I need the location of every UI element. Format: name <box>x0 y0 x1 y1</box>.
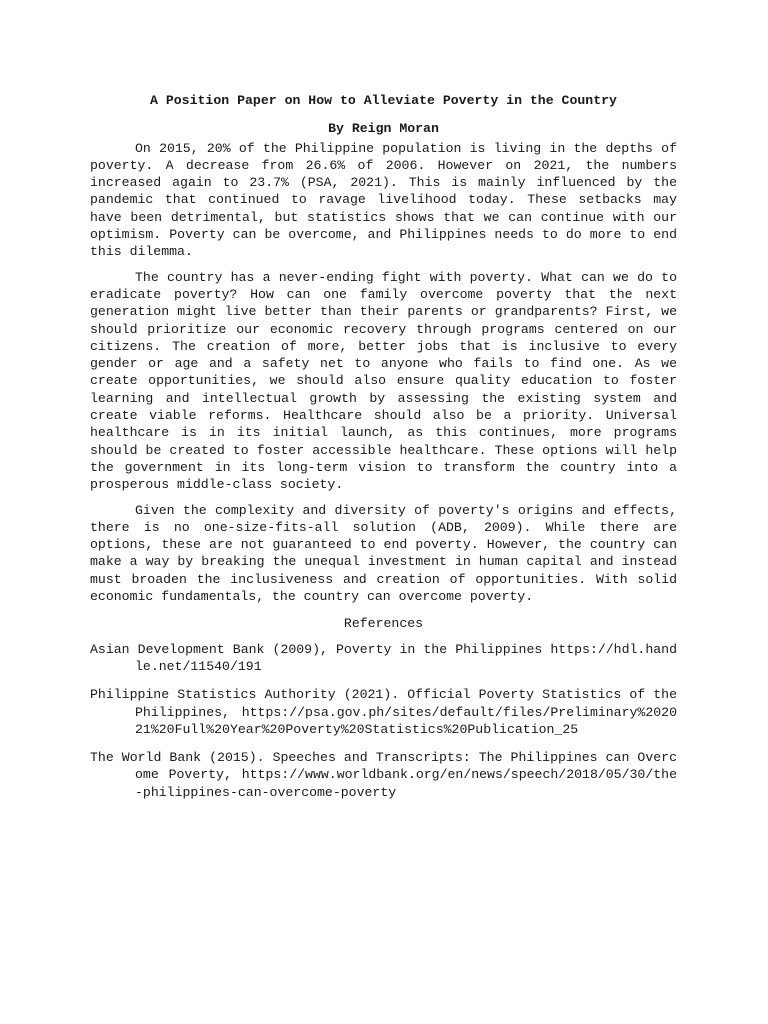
reference-item-psa <box>90 686 677 738</box>
document-page <box>90 92 677 812</box>
reference-item-worldbank <box>90 749 677 801</box>
reference-link[interactable]: https://psa.gov.ph/sites/default/files/Preliminary%202021%20Full%20Year%20Poverty%20Statistics%20Publication_25 <box>135 704 677 737</box>
reference-link[interactable]: https://www.worldbank.org/en/news/speech/2018/05/30/the-philippines-can-overcome-poverty <box>135 767 677 800</box>
body-paragraph-3: Given the complexity and diversity of poverty's origins and effects, there is no one-size-fits-all solution (ADB, 2009). While there are options, these are not guaranteed to end poverty. However, the country can make a way by breaking the unequal investment in human capital and instead must broaden the inclusiveness and creation of opportunities. With solid economic fundamentals, the country can overcome poverty. <box>90 502 677 605</box>
body-paragraph-1: On 2015, 20% of the Philippine population is living in the depths of poverty. A decrease from 26.6% of 2006. However on 2021, the numbers increased again to 23.7% (PSA, 2021). This is mainly influenced by the pandemic that continued to ravage livelihood today. These setbacks may have been detrimental, but statistics shows that we can continue with our optimism. Poverty can be overcome, and Philippines needs to do more to end this dilemma. <box>90 140 677 260</box>
reference-link[interactable]: https://hdl.handle.net/11540/191 <box>135 641 677 674</box>
reference-item-adb <box>90 641 677 676</box>
body-paragraph-2: The country has a never-ending fight with poverty. What can we do to eradicate poverty? How can one family overcome poverty that the next generation might live better than their parents or grandparents? First, we should prioritize our economic recovery through programs centered on our citizens. The creation of more, better jobs that is inclusive to every gender or age and a safety net to anyone who fails to find one. As we create opportunities, we should also ensure quality education to foster learning and intellectual growth by assessing the existing system and create viable reforms. Healthcare should also be a priority. Universal healthcare is in its initial launch, as this continues, more programs should be created to foster accessible healthcare. These options will help the government in its long-term vision to transform the country into a prosperous middle-class society. <box>90 269 677 493</box>
references-heading: References <box>343 616 424 632</box>
document-title: A Position Paper on How to Alleviate Poverty in the Country <box>150 93 617 108</box>
reference-text: The World Bank (2015). Speeches and Transcripts: The Philippines can Overcome Poverty, <box>90 750 677 783</box>
document-byline: By Reign Moran <box>328 121 439 137</box>
reference-text: Asian Development Bank (2009), Poverty in the Philippines <box>90 641 543 657</box>
reference-text: Philippine Statistics Authority (2021). Official Poverty Statistics of the Philippines, <box>90 687 677 720</box>
